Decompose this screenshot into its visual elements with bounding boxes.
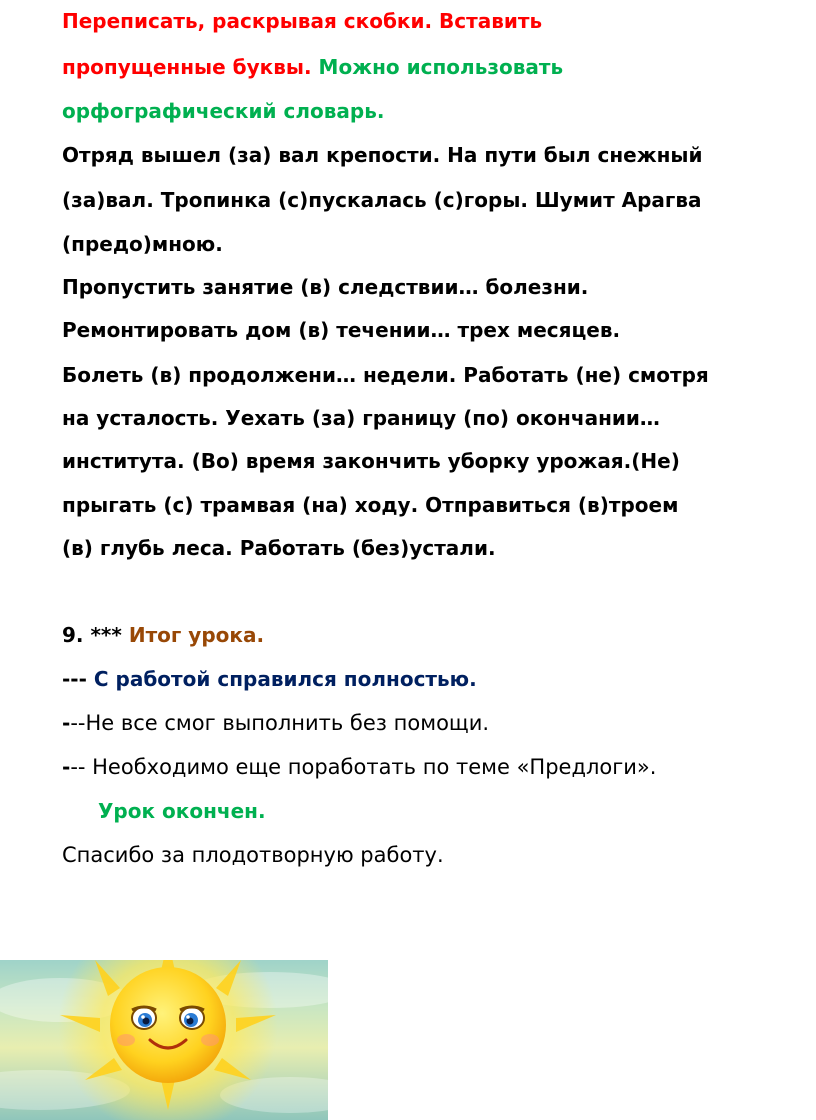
instruction-red: Переписать, раскрывая скобки. Вставить (62, 9, 543, 33)
task-line: прыгать (с) трамвая (на) ходу. Отправиться (в)троем (62, 493, 679, 517)
summary-option-2 (62, 708, 489, 738)
instruction-green-2: орфографический словарь. (62, 99, 385, 123)
task-line: Отряд вышел (за) вал крепости. На пути был снежный (62, 143, 703, 167)
instruction-line-2 (62, 52, 563, 82)
summary-option-3 (62, 752, 656, 782)
sun-image (0, 960, 328, 1120)
task-line: Ремонтировать дом (в) течении… трех месяцев. (62, 318, 621, 342)
option-1-dash: --- (62, 667, 87, 691)
task-line: (за)вал. Тропинка (с)пускалась (с)горы. Шумит Арагва (62, 188, 702, 212)
instruction-line-1 (62, 6, 542, 36)
option-1-text: С работой справился полностью. (93, 667, 477, 691)
task-line: Пропустить занятие (в) следствии… болезни. (62, 275, 589, 299)
thanks-line: Спасибо за плодотворную работу. (62, 843, 444, 867)
summary-title: Итог урока. (128, 623, 265, 647)
task-line: института. (Во) время закончить уборку урожая.(Не) (62, 449, 680, 473)
summary-number: 9. *** (62, 623, 122, 647)
summary-heading (62, 620, 264, 650)
option-3-text: -- Необходимо еще поработать по теме «Предлоги». (70, 755, 657, 779)
task-line: (в) глубь леса. Работать (без)устали. (62, 536, 496, 560)
lesson-end: Урок окончен. (98, 799, 266, 823)
smiling-sun-icon (0, 960, 328, 1120)
option-3-dash: - (62, 755, 71, 779)
option-2-text: --Не все смог выполнить без помощи. (70, 711, 490, 735)
summary-option-1 (62, 664, 477, 694)
instruction-green-1: Можно использовать (318, 55, 564, 79)
task-line: (предо)мною. (62, 232, 223, 256)
instruction-red-2: пропущенные буквы. (62, 55, 312, 79)
task-line: на усталость. Уехать (за) границу (по) окончании… (62, 406, 660, 430)
option-2-dash: - (62, 711, 71, 735)
task-line: Болеть (в) продолжени… недели. Работать (не) смотря (62, 363, 709, 387)
